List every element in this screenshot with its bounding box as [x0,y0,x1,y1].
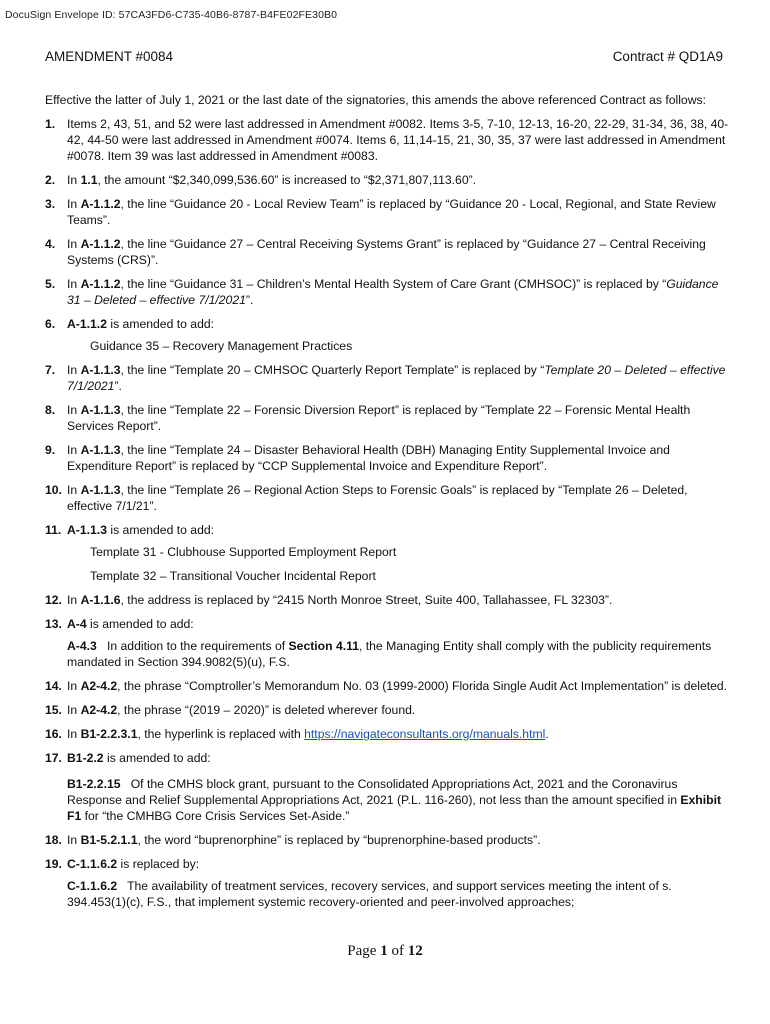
list-item: 9. In A-1.1.3, the line “Template 24 – Disaster Behavioral Health (DBH) Managing Entity Supplemental Invoice and Expenditure Report” is replaced by “CCP Supplemental Invoice and Expenditure Report”. [45,443,670,473]
page-number: Page 1 of 12 [347,943,423,959]
intro-paragraph: Effective the latter of July 1, 2021 or the last date of the signatories, this amends the above referenced Contract as follows: [45,93,706,107]
list-item: 8. In A-1.1.3, the line “Template 22 – Forensic Diversion Report” is replaced by “Template 22 – Forensic Mental Health Services Report”. [45,403,691,433]
list-item: 1. Items 2, 43, 51, and 52 were last addressed in Amendment #0082. Items 3-5, 7-10, 12-13, 16-20, 22-29, 31-34, 36, 38, 40-42, 44-50 were last addressed in Amendment #0074. Items 6, 11,14-15, 21, 30, 35, 37 were last addressed in Amendment #0078. Item 39 was last addressed in Amendment #0083. [45,117,729,163]
contract-number: Contract # QD1A9 [612,49,723,64]
sub-list: Guidance 35 – Recovery Management Practices [90,339,353,353]
list-item: 7. In A-1.1.3, the line “Template 20 – CMHSOC Quarterly Report Template” is replaced by “Template 20 – Deleted – effective 7/1/2021”. [45,363,726,393]
amendment-number: AMENDMENT #0084 [45,49,174,64]
document-header [45,49,723,64]
list-item: 14. In A2-4.2, the phrase “Comptroller’s Memorandum No. 03 (1999-2000) Florida Single Audit Act Implementation” is deleted. [45,679,728,693]
list-item: 18. In B1-5.2.1.1, the word “buprenorphine” is replaced by “buprenorphine-based products”. [45,833,541,847]
sub-clause: A-4.3 In addition to the requirements of Section 4.11, the Managing Entity shall comply with the publicity requirements mandated in Section 394.9082(5)(u), F.S. [67,639,712,669]
manuals-hyperlink[interactable]: https://navigateconsultants.org/manuals.html [304,727,546,741]
docusign-envelope-id: DocuSign Envelope ID: 57CA3FD6-C735-40B6-8787-B4FE02FE30B0 [5,9,338,21]
list-item: 16. In B1-2.2.3.1, the hyperlink is replaced with https://navigateconsultants.org/manuals.html. [45,727,549,741]
list-item: 10. In A-1.1.3, the line “Template 26 – Regional Action Steps to Forensic Goals” is replaced by “Template 26 – Deleted, effective 7/1/21”. [45,483,688,513]
sub-list: Template 31 - Clubhouse Supported Employment Report Template 32 – Transitional Voucher Incidental Report [90,545,397,583]
sub-clause: C-1.1.6.2 The availability of treatment services, recovery services, and support services meeting the intent of s. 394.453(1)(c), F.S., that implement systemic recovery-oriented and peer-involved approaches; [67,879,676,909]
list-item: 5. In A-1.1.2, the line “Guidance 31 – Children’s Mental Health System of Care Grant (CMHSOC)” is replaced by “Guidance 31 – Deleted – effective 7/1/2021”. [45,277,719,307]
list-item: 2. In 1.1, the amount “$2,340,099,536.60” is increased to “$2,371,807,113.60”. [45,173,477,187]
sub-clause: B1-2.2.15 Of the CMHS block grant, pursuant to the Consolidated Appropriations Act, 2021 and the Coronavirus Response and Relief Supplemental Appropriations Act, 2021 (P.L. 116-260), not less than the amount specified in Exhibit F1 for “the CMHBG Core Crisis Services Set-Aside.” [67,777,722,823]
list-item: 17. B1-2.2 is amended to add: [45,751,211,765]
list-item: 6. A-1.1.2 is amended to add: [45,317,215,331]
list-item: 15. In A2-4.2, the phrase “(2019 – 2020)” is deleted wherever found. [45,703,416,717]
list-item: 3. In A-1.1.2, the line “Guidance 20 - Local Review Team” is replaced by “Guidance 20 - Local, Regional, and State Review Teams”. [45,197,716,227]
list-item: 12. In A-1.1.6, the address is replaced by “2415 North Monroe Street, Suite 400, Tallahassee, FL 32303”. [45,593,613,607]
list-item: 11. A-1.1.3 is amended to add: [45,523,215,537]
list-item: 13. A-4 is amended to add: [45,617,194,631]
amendment-items-list [45,116,730,918]
list-item: 4. In A-1.1.2, the line “Guidance 27 – Central Receiving Systems Grant” is replaced by “Guidance 27 – Central Receiving Systems (CRS)”. [45,237,706,267]
list-item: 19. C-1.1.6.2 is replaced by: [45,857,200,871]
